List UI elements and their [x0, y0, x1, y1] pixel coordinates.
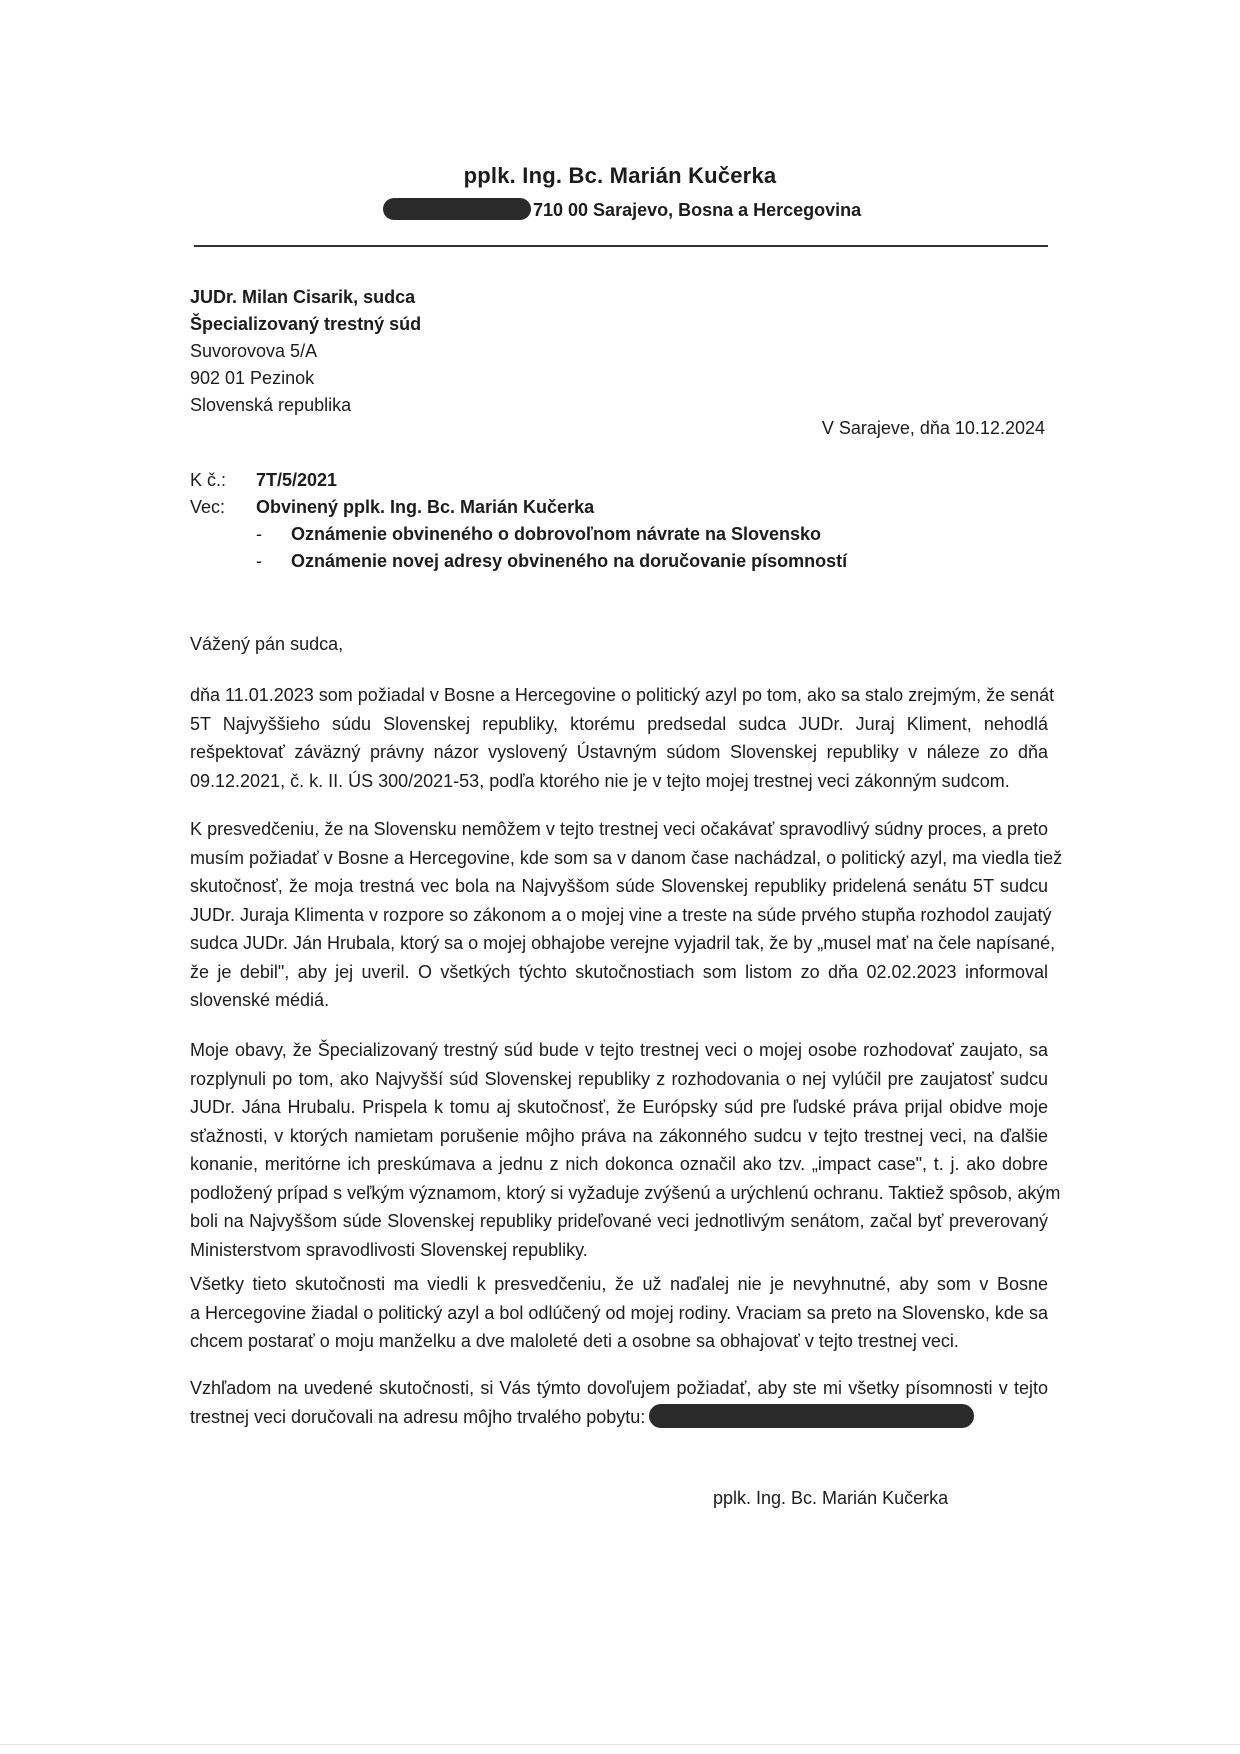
text-line: musím požiadať v Bosne a Hercegovine, kde som sa v danom čase nachádzal, o politický azyl, ma viedla tiež	[190, 847, 1063, 868]
text-line: Všetky tieto skutočnosti ma viedli k presvedčeniu, že už naďalej nie je nevyhnutné, aby som v Bosne	[190, 1274, 1048, 1294]
paragraph-5	[190, 1374, 1048, 1431]
text-line: chcem postarať o moju manželku a dve maloleté deti a osobne sa obhajovať v tejto trestnej veci.	[190, 1331, 959, 1351]
text-line-content: trestnej veci doručovali na adresu môjho trvalého pobytu:	[190, 1406, 646, 1427]
text-line: sťažnosti, v ktorých namietam porušenie môjho práva na zákonného sudcu v tejto trestnej veci, na ďalšie	[190, 1125, 1048, 1146]
text-line: konanie, meritórne ich preskúmava a jednu z nich dokonca označil ako tzv. „impact case", t. j. ako dobre	[190, 1154, 1048, 1174]
sender-address	[383, 200, 861, 222]
text-line: 5T Najvyššieho súdu Slovenskej republiky, ktorému predsedal sudca JUDr. Juraj Kliment, nehodlá	[190, 713, 1048, 734]
subject: Obvinený pplk. Ing. Bc. Marián Kučerka	[256, 497, 595, 517]
recipient-country: Slovenská republika	[190, 395, 352, 415]
case-number-label: K č.:	[190, 470, 227, 490]
recipient-court: Špecializovaný trestný súd	[190, 314, 422, 334]
redacted-address	[649, 1404, 974, 1428]
text-line: Vzhľadom na uvedené skutočnosti, si Vás týmto dovoľujem požiadať, aby ste mi všetky písomnosti v tejto	[190, 1378, 1048, 1398]
text-line: Ministerstvom spravodlivosti Slovenskej republiky.	[190, 1239, 588, 1260]
bullet-dash: -	[256, 524, 262, 544]
text-line: slovenské médiá.	[190, 990, 330, 1010]
text-line: JUDr. Juraja Klimenta v rozpore so zákonom a o mojej vine a treste na súde prvého stupňa rozhodol zaujatý	[190, 904, 1052, 925]
paragraph-3	[190, 1036, 1061, 1264]
paragraph-4	[190, 1270, 1048, 1356]
recipient-name: JUDr. Milan Cisarik, sudca	[190, 287, 416, 307]
case-number: 7T/5/2021	[256, 470, 338, 490]
bullet-dash: -	[256, 551, 262, 571]
paragraph-2	[190, 815, 1063, 1015]
text-line	[190, 1403, 1048, 1432]
text-line: K presvedčeniu, že na Slovensku nemôžem v tejto trestnej veci očakávať spravodlivý súdny proces, a preto	[190, 819, 1048, 839]
subject-item: Oznámenie obvineného o dobrovoľnom návrate na Slovensko	[291, 524, 822, 544]
header-divider	[194, 245, 1048, 247]
text-line: dňa 11.01.2023 som požiadal v Bosne a Hercegovine o politický azyl po tom, ako sa stalo zrejmým, že senát	[190, 685, 1055, 705]
text-line: sudca JUDr. Ján Hrubala, ktorý sa o mojej obhajobe verejne vyjadril tak, že by „musel mať na čele napísané,	[190, 933, 1056, 953]
signature: pplk. Ing. Bc. Marián Kučerka	[713, 1488, 949, 1508]
text-line: rešpektovať záväzný právny názor vyslovený Ústavným súdom Slovenskej republiky v náleze zo dňa	[190, 742, 1048, 762]
page-edge-line	[0, 1744, 1240, 1745]
subject-item: Oznámenie novej adresy obvineného na doručovanie písomností	[291, 551, 848, 571]
text-line: 09.12.2021, č. k. II. ÚS 300/2021-53, podľa ktorého nie je v tejto mojej trestnej veci zákonným sudcom.	[190, 770, 1010, 791]
recipient-city: 902 01 Pezinok	[190, 368, 315, 388]
redacted-street	[383, 198, 531, 220]
text-line: že je debil", aby jej uveril. O všetkých týchto skutočnostiach som listom zo dňa 02.02.2023 informoval	[190, 961, 1048, 982]
sender-name: pplk. Ing. Bc. Marián Kučerka	[463, 163, 777, 188]
recipient-block	[190, 284, 421, 419]
salutation: Vážený pán sudca,	[190, 634, 344, 654]
text-line: JUDr. Jána Hrubalu. Prispela k tomu aj skutočnosť, že Európsky súd pre ľudské práva prijal obidve moje	[190, 1097, 1048, 1117]
recipient-street: Suvorovova 5/A	[190, 341, 318, 361]
paragraph-1	[190, 681, 1055, 795]
text-line: skutočnosť, že moja trestná vec bola na Najvyššom súde Slovenskej republiky pridelená senátu 5T sudcu	[190, 876, 1048, 896]
sender-city: 710 00 Sarajevo, Bosna a Hercegovina	[533, 200, 862, 220]
text-line: Moje obavy, že Špecializovaný trestný súd bude v tejto trestnej veci o mojej osobe rozhodovať zaujato, sa	[190, 1040, 1048, 1060]
text-line: rozplynuli po tom, ako Najvyšší súd Slovenskej republiky z rozhodovania o nej vylúčil pre zaujatosť sudcu	[190, 1068, 1048, 1089]
text-line: a Hercegovine žiadal o politický azyl a bol odlúčený od mojej rodiny. Vraciam sa preto na Slovensko, kde sa	[190, 1302, 1048, 1323]
subject-label: Vec:	[190, 497, 226, 517]
text-line: podložený prípad s veľkým významom, ktorý si vyžaduje zvýšenú a urýchlenú ochranu. Taktiež spôsob, akým	[190, 1182, 1061, 1203]
date-line: V Sarajeve, dňa 10.12.2024	[821, 418, 1045, 438]
text-line: boli na Najvyššom súde Slovenskej republiky prideľované veci jednotlivým senátom, začal byť preverovaný	[190, 1211, 1048, 1231]
